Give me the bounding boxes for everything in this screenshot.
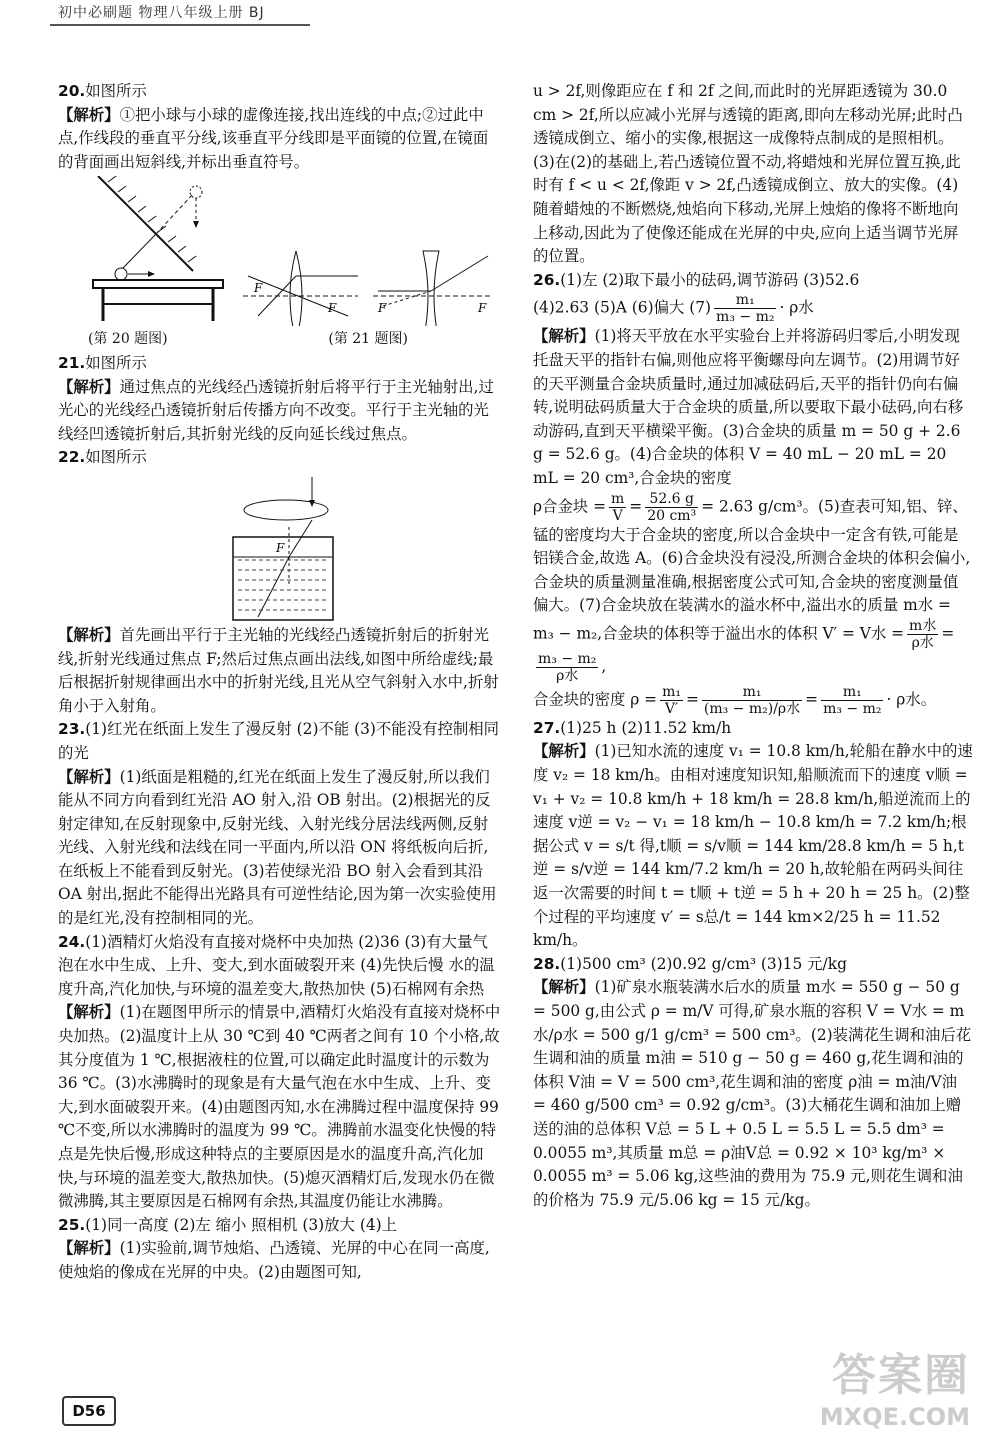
q28-analysis: (1)矿泉水瓶装满水后水的质量 m水 = 550 g − 50 g = 500 g,由公式 ρ = m/V 可得,矿泉水瓶的容积 V = V水 = m水/ρ水 = 500 g/1 g/cm³ = 500 cm³。(2)装满花生调和油后花生调和油的质量 m油 = 510 g − 50 g = 460 g,花生调和油的体积 V油 = V = 500 cm³,花生调和油的密度 ρ油 = m油/V油 = 460 g/500 cm³ = 0.92 g/cm³。(3)大桶花生调和油加上赠送的油的总体积 V总 = 5 L + 0.5 L = 5.5 L = 5.5 dm³ = 0.0055 m³,其质量 m总 = ρ油V总 = 0.92 × 10³ kg/m³ × 0.0055 m³ = 5.06 kg,这些油的费用为 75.9 元,则花生调和油的价格为 75.9 元/5.06 kg = 15 元/kg。	[533, 978, 972, 1209]
focus-label: F	[276, 540, 285, 555]
q23-answer: (1)红光在纸面上发生了漫反射 (2)不能 (3)不能没有控制相同的光	[58, 720, 500, 762]
question-23: 23.(1)红光在纸面上发生了漫反射 (2)不能 (3)不能没有控制相同的光 【解析】(1)纸面是粗糙的,红光在纸面上发生了漫反射,所以我们能从不同方向看到红光沿 AO 射入,沿 OB 射出。(2)根据光的反射定律知,在反射现象中,反射光线、入射光线分居法线两侧,反射光线、入射光线和法线在同一平面内,所以沿 ON 将纸板向后折,在纸板上不能看到反射光。(3)若使绿光沿 BO 射入会看到其沿 OA 射出,据此不能得出光路具有可逆性结论,因为第一次实验使用的是红光,没有控制相同的光。	[58, 720, 500, 928]
right-column	[533, 80, 973, 1212]
question-26: 26.(1)左 (2)取下最小的砝码,调节游码 (3)52.6 (4)2.63 (5)A (6)偏大 (7) $\frac{\text{m₁}}{\text{m₃ − m₂}}$ · ρ水 【解析】(1)将天平放在水平实验台上并将游码归零后,小明发现托盘天平的指针右偏,则他应将平衡螺母向左调节。(2)用调节好的天平测量合金块质量时,通过加减砝码后,天平的指针仍向右偏转,说明砝码质量大于合金块的质量,所以要取下最小砝码,向右移动游码,直到天平横梁平衡。(3)合金块的质量 m = 50 g + 2.6 g = 52.6 g。(4)合金块的体积 V = 40 mL − 20 mL = 20 mL = 20 cm³,合金块的密度 ρ合金块 = $\frac{m}{V}$ = $\frac{52.6 g}{\text{20 cm³}}$ = 2.63 g/cm³。(5)查表可知,铝、锌、锰的密度均大于合金块的密度,所以合金块中一定含有铁,可能是铝镁合金,故选 A。(6)合金块没有浸没,所测合金块的体积会偏小,合金块的质量测量准确,根据密度公式可知,合金块的密度测量值偏大。(7)合金块放在装满水的溢水杯中,溢出水的质量 m水 = m₃ − m₂,合金块的体积等于溢出水的体积 V′ = V水 = $\frac{\text{m水}}{\text{ρ水}}$ = $\frac{\text{m₃ − m₂}}{\text{ρ水}}$ , 合金块的密度 ρ = $\frac{\text{m₁}}{V'}$ = $\frac{\text{m₁}}{\text{(m₃ − m₂)/ρ水}}$ = $\frac{\text{m₁}}{\text{m₃ − m₂}}$ · ρ水。	[533, 270, 971, 717]
question-22: 22.如图所示 F 【解析】首先画出平行于主光轴的光线经凸透镜折射后的折射光线,折射光线通过焦点 F;然后过焦点画出法线,如图中所给虚线;最后根据折射规律画出水中的折射光线,且光从空气斜射入水中,折射角小于入射角。	[58, 448, 499, 715]
question-28: 28.(1)500 cm³ (2)0.92 g/cm³ (3)15 元/kg 【解析】(1)矿泉水瓶装满水后水的质量 m水 = 550 g − 50 g = 500 g,由公式 ρ = m/V 可得,矿泉水瓶的容积 V = V水 = m水/ρ水 = 500 g/1 g/cm³ = 500 cm³。(2)装满花生调和油后花生调和油的质量 m油 = 510 g − 50 g = 460 g,花生调和油的体积 V油 = V = 500 cm³,花生调和油的密度 ρ油 = m油/V油 = 460 g/500 cm³ = 0.92 g/cm³。(3)大桶花生调和油加上赠送的油的总体积 V总 = 5 L + 0.5 L = 5.5 L = 5.5 dm³ = 0.0055 m³,其质量 m总 = ρ油V总 = 0.92 × 10³ kg/m³ × 0.0055 m³ = 5.06 kg,这些油的费用为 75.9 元,则花生调和油的价格为 75.9 元/5.06 kg = 15 元/kg。	[533, 954, 972, 1209]
q27-analysis: (1)已知水流的速度 v₁ = 10.8 km/h,轮船在静水中的速度 v₂ = 18 km/h。由相对速度知识知,船顺流而下的速度 v顺 = v₁ + v₂ = 10.8 km/h + 18 km/h = 28.8 km/h,船逆流而上的速度 v逆 = v₂ − v₁ = 18 km/h − 10.8 km/h = 7.2 km/h;根据公式 v = s/t 得,t顺 = s/v顺 = 144 km/28.8 km/h = 5 h,t逆 = s/v逆 = 144 km/7.2 km/h = 20 h,故轮船在两码头间往返一次需要的时间 t = t顺 + t逆 = 5 h + 20 h = 25 h。(2)整个过程的平均速度 v′ = s总/t = 144 km×2/25 h = 11.52 km/h。	[533, 742, 973, 950]
q21-analysis: 通过焦点的光线经凸透镜折射后将平行于主光轴射出,过光心的光线经凸透镜折射后传播方向不改变。平行于主光轴的光线经凹透镜折射后,其折射光线的反向延长线过焦点。	[58, 377, 494, 443]
page-number: D56	[62, 1396, 116, 1426]
q24-analysis: (1)在题图甲所示的情景中,酒精灯火焰没有直接对烧杯中央加热。(2)温度计上从 30 ℃到 40 ℃两者之间有 10 个小格,故其分度值为 1 ℃,根据液柱的位置,可以确定此时温度计的示数为 36 ℃。(3)水沸腾时的现象是有大量气泡在水中生成、上升、变大,到水面破裂开来。(4)由题图丙知,水在沸腾过程中温度保持 99 ℃不变,所以水沸腾时的温度为 99 ℃。沸腾前水温变化快慢的特点是先快后慢,形成这种特点的主要原因是水的温度升高,汽化加快,与环境的温差变大,散热加快。(5)熄灭酒精灯后,发现水仍在微微沸腾,其主要原因是石棉网有余热,其温度仍能让水沸腾。	[58, 1003, 501, 1211]
caption-figure-21: (第 21 题图)	[328, 331, 408, 348]
focus-label-left: F	[254, 281, 263, 296]
question-25: 25.(1)同一高度 (2)左 缩小 照相机 (3)放大 (4)上 【解析】(1)实验前,调节烛焰、凸透镜、光屏的中心在同一高度,使烛焰的像成在光屏的中央。(2)由题图可知,	[58, 1215, 490, 1281]
q25-analysis-part1: (1)实验前,调节烛焰、凸透镜、光屏的中心在同一高度,使烛焰的像成在光屏的中央。(2)由题图可知,	[58, 1239, 490, 1281]
q26-analysis-2: = 2.63 g/cm³。(5)查表可知,铝、锌、锰的密度均大于合金块的密度,所以合金块中一定含有铁,可能是铝镁合金,故选 A。(6)合金块没有浸没,所测合金块的体积会偏小,合金块的质量测量准确,根据密度公式可知,合金块的密度测量值偏大。(7)合金块放在装满水的溢水杯中,溢出水的质量 m水 = m₃ − m₂,合金块的体积等于溢出水的体积 V′ = V水 =	[533, 497, 971, 643]
q28-answer: (1)500 cm³ (2)0.92 g/cm³ (3)15 元/kg	[560, 954, 847, 973]
q22-analysis: 首先画出平行于主光轴的光线经凸透镜折射后的折射光线,折射光线通过焦点 F;然后过焦点画出法线,如图中所给虚线;最后根据折射规律画出水中的折射光线,且光从空气斜射入水中,折射角小于入射角。	[58, 625, 499, 715]
question-21: 21.如图所示 【解析】通过焦点的光线经凸透镜折射后将平行于主光轴射出,过光心的光线经凸透镜折射后传播方向不改变。平行于主光轴的光线经凹透镜折射后,其折射光线的反向延长线过焦点。	[58, 353, 494, 443]
watermark: 答案圈 MXQE.COM	[819, 1350, 970, 1431]
q20-analysis: ①把小球与小球的虚像连接,找出连线的中点;②过此中点,作线段的垂直平分线,该垂直平分线即是平面镜的位置,在镜面的背面画出短斜线,并标出垂直符号。	[58, 105, 489, 171]
q24-answer: (1)酒精灯火焰没有直接对烧杯中央加热 (2)36 (3)有大量气泡在水中生成、上升、变大,到水面破裂开来 (4)先快后慢 水的温度升高,汽化加快,与环境的温差变大,散热加快 (5)石棉网有余热	[58, 932, 495, 998]
left-column	[58, 80, 503, 1285]
focus-label-right-2: F	[478, 301, 487, 316]
focus-label-right: F	[328, 301, 337, 316]
q25-analysis-part2: u > 2f,则像距应在 f 和 2f 之间,而此时的光屏距透镜为 30.0 cm > 2f,所以应减小光屏与透镜的距离,即向左移动光屏;此时凸透镜成倒立、缩小的实像,根据这一成像特点制成的是照相机。(3)在(2)的基础上,若凸透镜位置不动,将蜡烛和光屏位置互换,此时有 f < u < 2f,像距 v > 2f,凸透镜成倒立、放大的实像。(4)随着蜡烛的不断燃烧,烛焰向下移动,光屏上烛焰的像将不断地向上移动,因此为了使像还能成在光屏的中央,应向上适当调节光屏的位置。	[533, 82, 963, 266]
figure-22	[58, 472, 498, 622]
question-24: 24.(1)酒精灯火焰没有直接对烧杯中央加热 (2)36 (3)有大量气泡在水中生成、上升、变大,到水面破裂开来 (4)先快后慢 水的温度升高,汽化加快,与环境的温差变大,散热加快 (5)石棉网有余热 【解析】(1)在题图甲所示的情景中,酒精灯火焰没有直接对烧杯中央加热。(2)温度计上从 30 ℃到 40 ℃两者之间有 10 个小格,故其分度值为 1 ℃,根据液柱的位置,可以确定此时温度计的示数为 36 ℃。(3)水沸腾时的现象是有大量气泡在水中生成、上升、变大,到水面破裂开来。(4)由题图丙知,水在沸腾过程中温度保持 99 ℃不变,所以水沸腾时的温度为 99 ℃。沸腾前水温变化快慢的特点是先快后慢,形成这种特点的主要原因是水的温度升高,汽化加快,与环境的温差变大,散热加快。(5)熄灭酒精灯后,发现水仍在微微沸腾,其主要原因是石棉网有余热,其温度仍能让水沸腾。	[58, 932, 501, 1211]
q25-answer: (1)同一高度 (2)左 缩小 照相机 (3)放大 (4)上	[85, 1215, 398, 1234]
question-27: 27.(1)25 h (2)11.52 km/h 【解析】(1)已知水流的速度 v₁ = 10.8 km/h,轮船在静水中的速度 v₂ = 18 km/h。由相对速度知识知,船顺流而下的速度 v顺 = v₁ + v₂ = 10.8 km/h + 18 km/h = 28.8 km/h,船逆流而上的速度 v逆 = v₂ − v₁ = 18 km/h − 10.8 km/h = 7.2 km/h;根据公式 v = s/t 得,t顺 = s/v顺 = 144 km/28.8 km/h = 5 h,t逆 = s/v逆 = 144 km/7.2 km/h = 20 h,故轮船在两码头间往返一次需要的时间 t = t顺 + t逆 = 5 h + 20 h = 25 h。(2)整个过程的平均速度 v′ = s总/t = 144 km×2/25 h = 11.52 km/h。	[533, 718, 973, 950]
figure-20-21	[58, 176, 498, 326]
caption-figure-20: (第 20 题图)	[88, 331, 168, 348]
running-header: 初中必刷题 物理八年级上册 BJ	[58, 5, 265, 21]
header-rule	[50, 24, 310, 26]
q26-analysis-1: (1)将天平放在水平实验台上并将游码归零后,小明发现托盘天平的指针右偏,则他应将平衡螺母向左调节。(2)用调节好的天平测量合金块质量时,通过加减砝码后,天平的指针仍向右偏转,说明砝码质量大于合金块的质量,所以要取下最小砝码,向右移动游码,直到天平横梁平衡。(3)合金块的质量 m = 50 g + 2.6 g = 52.6 g。(4)合金块的体积 V = 40 mL − 20 mL = 20 mL = 20 cm³,合金块的密度	[533, 327, 964, 487]
q26-answer-line2: (4)2.63 (5)A (6)偏大 (7)	[533, 298, 712, 317]
focus-label-left-2: F	[378, 301, 387, 316]
q27-answer: (1)25 h (2)11.52 km/h	[560, 718, 732, 737]
q23-analysis: (1)纸面是粗糙的,红光在纸面上发生了漫反射,所以我们能从不同方向看到红光沿 AO 射入,沿 OB 射出。(2)根据光的反射定律知,在反射现象中,反射光线、入射光线分居法线两侧,反射光线、入射光线和法线在同一平面内,所以沿 ON 将纸板向后折,在纸板上不能看到反射光。(3)若使绿光沿 BO 射入会看到其沿 OA 射出,据此不能得出光路具有可逆性结论,因为第一次实验使用的是红光,没有控制相同的光。	[58, 767, 497, 928]
q26-answer-line1: (1)左 (2)取下最小的砝码,调节游码 (3)52.6	[560, 270, 860, 289]
question-20: 20.如图所示 【解析】①把小球与小球的虚像连接,找出连线的中点;②过此中点,作线段的垂直平分线,该垂直平分线即是平面镜的位置,在镜面的背面画出短斜线,并标出垂直符号。 F F F F (第 20 题图) (第 21 题图)	[58, 80, 503, 352]
